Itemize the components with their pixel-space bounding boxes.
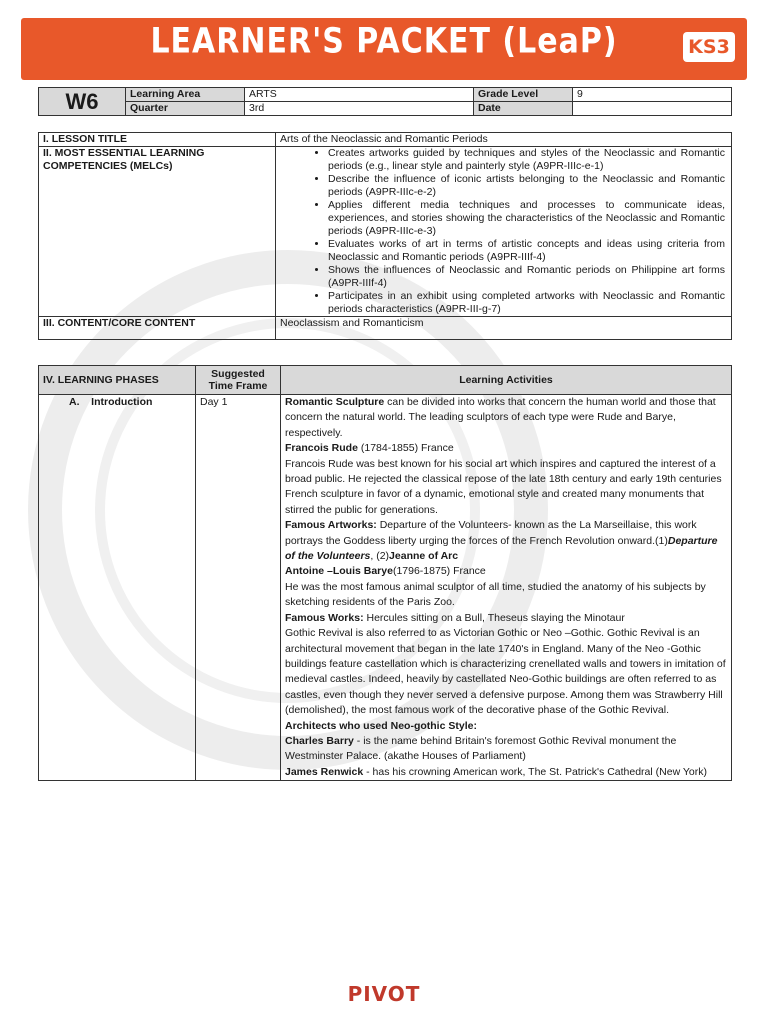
term-charles-barry: Charles Barry xyxy=(285,734,354,747)
melcs-list xyxy=(280,147,727,316)
activity-paragraph: Francois Rude was best known for his social art which inspires and captured the interest of a broad public. He rejected the classical repose of the late 18th century and early 19th centuries French sculpture in favor of a dynamic, emotional style and created many monuments that stirred the public for generations. xyxy=(285,457,722,516)
content-value: Neoclassism and Romanticism xyxy=(276,317,732,340)
melc-item: • Participates in an exhibit using completed artworks with Neoclassic and Romantic periods characteristics (A9PR-III-g-7) xyxy=(328,290,727,316)
melc-item: • Shows the influences of Neoclassic and Romantic periods on Philippine art forms (A9PR-IIIf-4) xyxy=(328,264,727,290)
learning-area-value: ARTS xyxy=(245,88,474,102)
artwork-jeanne: Jeanne of Arc xyxy=(389,550,459,563)
paragraph-text: (1796-1875) France xyxy=(392,565,486,578)
paragraph-text: Hercules sitting on a Bull, Theseus slaying the Minotaur xyxy=(363,611,625,624)
lesson-title-label: I. LESSON TITLE xyxy=(39,133,276,147)
content-label: III. CONTENT/CORE CONTENT xyxy=(39,317,276,340)
date-value xyxy=(573,102,732,116)
phases-header: IV. LEARNING PHASES xyxy=(39,366,196,395)
paragraph-text: can be divided into works that concern the human world and those that concern the natural world. The leading sculptors of each type were Rude and Barye, respectively. xyxy=(285,396,716,439)
melcs-label: II. MOST ESSENTIAL LEARNING COMPETENCIES (MELCs) xyxy=(39,147,276,317)
activity-paragraph xyxy=(285,564,727,579)
page-title: LEARNER'S PACKET (LeaP) xyxy=(150,21,618,62)
melcs-list-cell xyxy=(276,147,732,317)
learning-activities xyxy=(281,395,732,781)
term-romantic-sculpture: Romantic Sculpture xyxy=(285,396,385,408)
quarter-value: 3rd xyxy=(245,102,474,116)
phase-introduction: A. Introduction xyxy=(39,395,196,781)
activity-paragraph xyxy=(285,395,727,441)
paragraph-text: Departure of the Volunteers- known as the La Marseillaise, this work portrays the Goddess liberty urging the forces of the French Revolution onward.(1) xyxy=(285,519,697,547)
activity-paragraph xyxy=(285,611,727,626)
grade-value: 9 xyxy=(573,88,732,102)
ks3-badge: KS3 xyxy=(683,32,735,62)
melc-item: • Creates artworks guided by techniques and styles of the Neoclassic and Romantic periods (e.g., linear style and painterly style (A9PR-IIIc-e-1) xyxy=(328,147,727,173)
lesson-table xyxy=(38,132,732,340)
grade-label: Grade Level xyxy=(474,88,573,102)
activity-paragraph xyxy=(285,441,727,456)
activity-paragraph xyxy=(285,719,727,734)
lesson-title-value: Arts of the Neoclassic and Romantic Periods xyxy=(276,133,732,147)
time-frame-header: Suggested Time Frame xyxy=(196,366,281,395)
activity-paragraph xyxy=(285,734,727,765)
header-banner xyxy=(21,18,747,80)
paragraph-text: (1784-1855) France xyxy=(357,442,454,455)
melc-item: • Applies different media techniques and processes to communicate ideas, experiences, and stories showing the characteristics of the Neoclassic and Romantic periods (A9PR-IIIc-e-3) xyxy=(328,199,727,238)
pivot-logo: PIVOT xyxy=(347,982,421,1006)
learning-area-label: Learning Area xyxy=(126,88,245,102)
activity-paragraph: He was the most famous animal sculptor of all time, studied the anatomy of his subjects by sketching residents of the Paris Zoo. xyxy=(285,580,706,609)
activity-paragraph xyxy=(285,765,727,780)
quarter-label: Quarter xyxy=(126,102,245,116)
term-architects: Architects who used Neo-gothic Style: xyxy=(285,719,477,732)
term-francois-rude: Francois Rude xyxy=(285,442,358,455)
activities-header: Learning Activities xyxy=(281,366,732,395)
week-label: W6 xyxy=(39,88,126,116)
activity-paragraph: Gothic Revival is also referred to as Victorian Gothic or Neo –Gothic. Gothic Revival is an architectural movement that began in the late 1740's in England. Many of the Neo -Gothic buildings feature castellation which is characterizing crenellated walls and towers in imitation of medieval castles. Indeed, heavily by castellated Neo-Gothic buildings are often referred to as castles, even though they never served a defensive purpose. Among them was Strawberry Hill (demolished), the most famous work of the decorative phase of the Gothic Revival. xyxy=(285,627,726,717)
artwork-departure: Departure of the Volunteers xyxy=(285,534,718,563)
time-frame-day: Day 1 xyxy=(196,395,281,781)
term-james-renwick: James Renwick xyxy=(285,765,364,778)
learning-phases-table xyxy=(38,365,732,781)
melc-item: • Evaluates works of art in terms of artistic concepts and ideas using criteria from Neoclassic and Romantic periods (A9PR-IIIf-4) xyxy=(328,238,727,264)
paragraph-text: - is the name behind Britain's foremost Gothic Revival monument the Westminster Palace. (akathe Houses of Parliament) xyxy=(285,734,677,763)
paragraph-text: , (2) xyxy=(370,550,390,563)
info-table xyxy=(38,87,732,116)
term-barye: Antoine –Louis Barye xyxy=(285,565,393,578)
paragraph-text: - has his crowning American work, The St. Patrick's Cathedral (New York) xyxy=(363,765,707,778)
date-label: Date xyxy=(474,102,573,116)
term-famous-artworks: Famous Artworks: xyxy=(285,519,377,532)
activity-paragraph xyxy=(285,518,727,564)
term-famous-works: Famous Works: xyxy=(285,611,364,624)
melc-item: • Describe the influence of iconic artists belonging to the Neoclassic and Romantic periods (A9PR-IIIc-e-2) xyxy=(328,173,727,199)
